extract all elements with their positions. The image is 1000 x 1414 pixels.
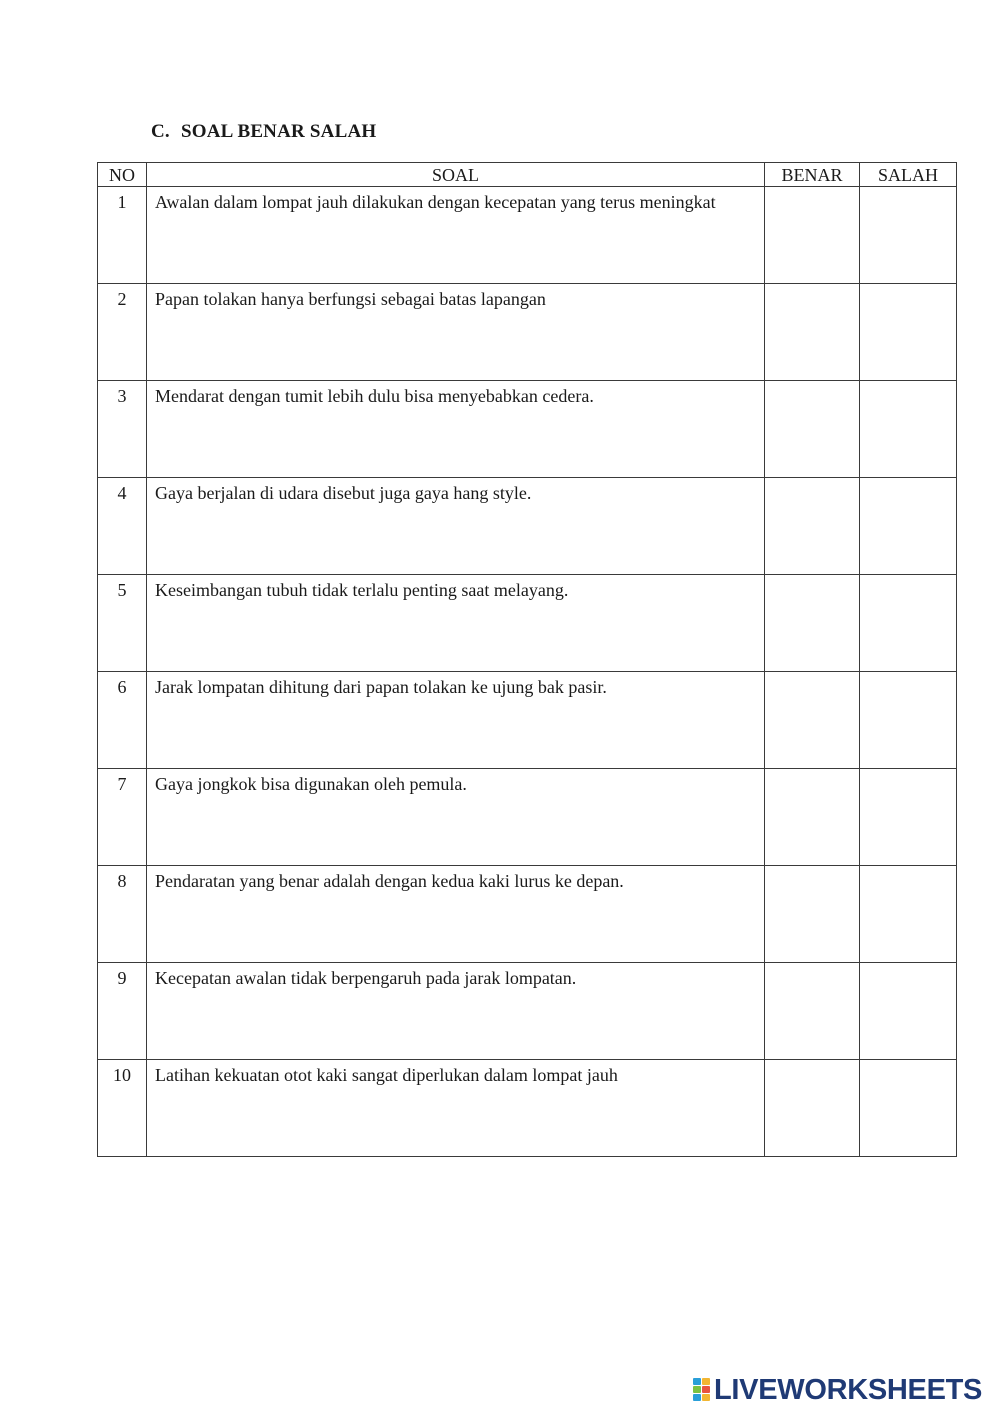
question-number: 1 [98, 187, 147, 284]
table-row [98, 284, 957, 381]
question-text: Keseimbangan tubuh tidak terlalu penting saat melayang. [147, 575, 765, 672]
question-text: Mendarat dengan tumit lebih dulu bisa menyebabkan cedera. [147, 381, 765, 478]
question-number: 9 [98, 963, 147, 1060]
benar-answer-cell[interactable] [765, 866, 860, 963]
salah-answer-cell[interactable] [860, 187, 957, 284]
benar-answer-cell[interactable] [765, 187, 860, 284]
salah-answer-cell[interactable] [860, 769, 957, 866]
section-number: C. [151, 121, 170, 142]
table-row [98, 575, 957, 672]
table-row [98, 478, 957, 575]
question-number: 4 [98, 478, 147, 575]
section-title [151, 121, 376, 143]
brand-text: LIVEWORKSHEETS [714, 1374, 983, 1406]
question-number: 6 [98, 672, 147, 769]
header-no: NO [98, 163, 147, 187]
benar-answer-cell[interactable] [765, 769, 860, 866]
table-row [98, 381, 957, 478]
question-text: Gaya jongkok bisa digunakan oleh pemula. [147, 769, 765, 866]
liveworksheets-brand [693, 1376, 982, 1404]
logo-block [702, 1394, 710, 1401]
logo-block [702, 1378, 710, 1385]
table-row [98, 1060, 957, 1157]
salah-answer-cell[interactable] [860, 478, 957, 575]
benar-answer-cell[interactable] [765, 672, 860, 769]
question-number: 2 [98, 284, 147, 381]
question-text: Jarak lompatan dihitung dari papan tolakan ke ujung bak pasir. [147, 672, 765, 769]
section-heading: SOAL BENAR SALAH [181, 121, 377, 142]
benar-answer-cell[interactable] [765, 284, 860, 381]
header-salah: SALAH [860, 163, 957, 187]
logo-block [693, 1386, 701, 1393]
table-row [98, 963, 957, 1060]
question-number: 7 [98, 769, 147, 866]
salah-answer-cell[interactable] [860, 963, 957, 1060]
question-text: Latihan kekuatan otot kaki sangat diperlukan dalam lompat jauh [147, 1060, 765, 1157]
header-benar: BENAR [765, 163, 860, 187]
table-row [98, 769, 957, 866]
benar-answer-cell[interactable] [765, 1060, 860, 1157]
question-text: Pendaratan yang benar adalah dengan kedua kaki lurus ke depan. [147, 866, 765, 963]
question-text: Awalan dalam lompat jauh dilakukan dengan kecepatan yang terus meningkat [147, 187, 765, 284]
table-row [98, 672, 957, 769]
question-text: Papan tolakan hanya berfungsi sebagai batas lapangan [147, 284, 765, 381]
question-text: Gaya berjalan di udara disebut juga gaya hang style. [147, 478, 765, 575]
salah-answer-cell[interactable] [860, 284, 957, 381]
salah-answer-cell[interactable] [860, 575, 957, 672]
question-number: 8 [98, 866, 147, 963]
benar-answer-cell[interactable] [765, 478, 860, 575]
benar-answer-cell[interactable] [765, 963, 860, 1060]
salah-answer-cell[interactable] [860, 1060, 957, 1157]
table-row [98, 187, 957, 284]
benar-answer-cell[interactable] [765, 381, 860, 478]
question-number: 5 [98, 575, 147, 672]
liveworksheets-logo-icon [693, 1378, 711, 1402]
benar-answer-cell[interactable] [765, 575, 860, 672]
table-header-row [98, 163, 957, 187]
table-body [98, 187, 957, 1157]
question-text: Kecepatan awalan tidak berpengaruh pada jarak lompatan. [147, 963, 765, 1060]
logo-block [702, 1386, 710, 1393]
true-false-table [97, 162, 957, 1157]
logo-block [693, 1378, 701, 1385]
question-number: 3 [98, 381, 147, 478]
salah-answer-cell[interactable] [860, 381, 957, 478]
table-row [98, 866, 957, 963]
logo-block [693, 1394, 701, 1401]
salah-answer-cell[interactable] [860, 866, 957, 963]
header-soal: SOAL [147, 163, 765, 187]
question-number: 10 [98, 1060, 147, 1157]
salah-answer-cell[interactable] [860, 672, 957, 769]
